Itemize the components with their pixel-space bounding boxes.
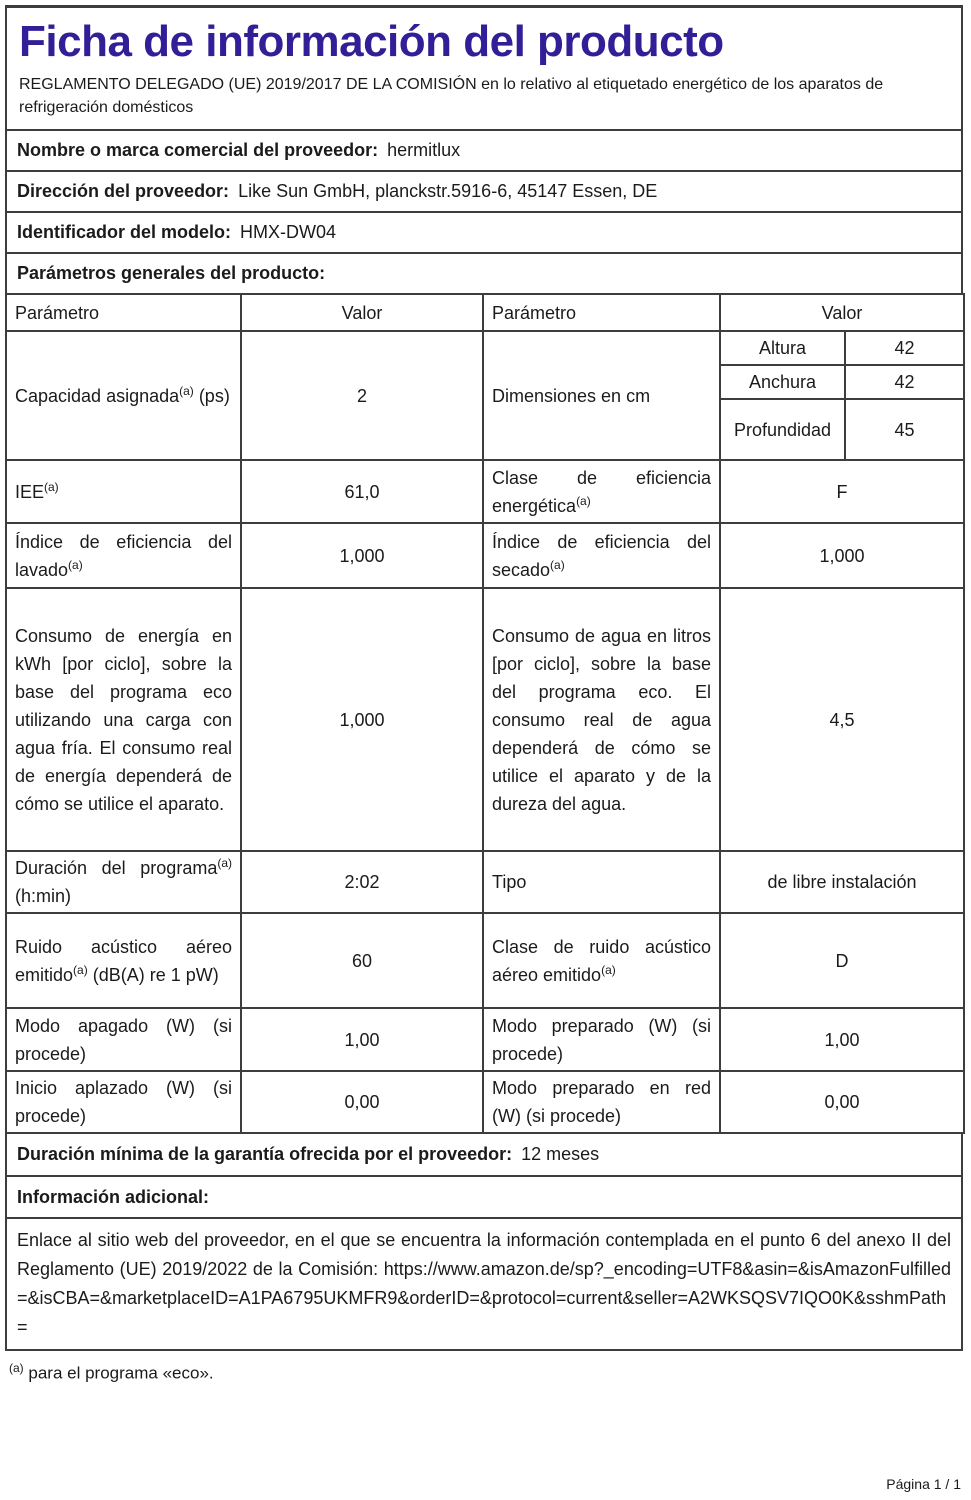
warranty-value: 12 meses: [521, 1144, 600, 1165]
value-eei: 61,0: [241, 460, 483, 523]
footnote-marker: (a): [73, 962, 88, 977]
dimension-width-value: 42: [845, 365, 964, 399]
supplier-link-row: [5, 1217, 963, 1351]
additional-info-label: Información adicional:: [17, 1186, 210, 1207]
param-off-mode: Modo apagado (W) (si procede): [6, 1008, 241, 1071]
table-row-eei: [6, 460, 964, 523]
param-standby-mode: Modo preparado (W) (si procede): [483, 1008, 720, 1071]
param-energy-consumption: Consumo de energía en kWh [por ciclo], sobre la base del programa eco utilizando una carga con agua fría. El consumo real de energía dependerá de cómo se utilice el aparato.: [6, 588, 241, 851]
value-noise-emission: 60: [241, 913, 483, 1008]
model-identifier-row: [5, 211, 963, 254]
param-programme-duration: Duración del programa$^{(a)}$ (h:min): [6, 851, 241, 913]
dimension-height-label: Altura: [720, 331, 845, 365]
table-header-row: [6, 294, 964, 331]
table-row-delay-network: [6, 1071, 964, 1133]
supplier-name-label: Nombre o marca comercial del proveedor:: [17, 140, 379, 161]
title-section: [5, 5, 963, 131]
dimension-height-value: 42: [845, 331, 964, 365]
footnote-marker: (a): [44, 479, 59, 494]
supplier-address-label: Dirección del proveedor:: [17, 181, 230, 202]
param-drying-index: Índice de eficiencia del secado$^{(a)}$: [483, 523, 720, 588]
dimension-depth-value: 45: [845, 399, 964, 460]
value-off-mode: 1,00: [241, 1008, 483, 1071]
param-networked-standby: Modo preparado en red (W) (si procede): [483, 1071, 720, 1133]
supplier-name-value: hermitlux: [387, 140, 461, 161]
supplier-link-intro: Enlace al sitio web del proveedor, en el que se encuentra la información contemplada en el punto 6 del anexo II del Reglamento (UE) 2019/2022 de la Comisión:: [17, 1230, 951, 1280]
parameters-table: [5, 293, 965, 1134]
column-header-value-2: Valor: [720, 294, 964, 331]
supplier-name-row: [5, 129, 963, 172]
footnote-marker: (a): [68, 557, 83, 572]
value-washing-index: 1,000: [241, 523, 483, 588]
document-body: [5, 5, 963, 1384]
warranty-label: Duración mínima de la garantía ofrecida por el proveedor:: [17, 1144, 513, 1165]
param-delayed-start: Inicio aplazado (W) (si procede): [6, 1071, 241, 1133]
page-number: Página 1 / 1: [886, 1476, 961, 1492]
footnote-marker: (a): [9, 1361, 24, 1376]
value-drying-index: 1,000: [720, 523, 964, 588]
general-parameters-header-row: [5, 252, 963, 295]
page-title: Ficha de información del producto: [19, 17, 724, 66]
column-header-value-1: Valor: [241, 294, 483, 331]
param-dimensions: Dimensiones en cm: [483, 331, 720, 460]
value-energy-consumption: 1,000: [241, 588, 483, 851]
supplier-address-row: [5, 170, 963, 213]
table-row-noise: [6, 913, 964, 1008]
footnote-marker: (a): [217, 856, 232, 871]
param-rated-capacity: Capacidad asignada$^{(a)}$ (ps): [6, 331, 241, 460]
param-eei: IEE$^{(a)}$: [6, 460, 241, 523]
param-noise-class: Clase de ruido acústico aéreo emitido$^{(a)}$: [483, 913, 720, 1008]
value-networked-standby: 0,00: [720, 1071, 964, 1133]
param-washing-index: Índice de eficiencia del lavado$^{(a)}$: [6, 523, 241, 588]
footnote-marker: (a): [179, 383, 194, 398]
param-type: Tipo: [483, 851, 720, 913]
model-identifier-label: Identificador del modelo:: [17, 222, 232, 243]
footnote-marker: (a): [550, 557, 565, 572]
column-header-parameter-1: Parámetro: [6, 294, 241, 331]
table-row-consumption: [6, 588, 964, 851]
supplier-address-value: Like Sun GmbH, planckstr.5916-6, 45147 Essen, DE: [238, 181, 658, 202]
param-water-consumption: Consumo de agua en litros [por ciclo], sobre la base del programa eco. El consumo real de agua dependerá de cómo se utilice el aparato y de la dureza del agua.: [483, 588, 720, 851]
table-row-off-standby: [6, 1008, 964, 1071]
value-standby-mode: 1,00: [720, 1008, 964, 1071]
footnote-marker: (a): [601, 962, 616, 977]
value-water-consumption: 4,5: [720, 588, 964, 851]
footnote-eco-programme: $^{(a)}$ para el programa «eco».: [9, 1361, 214, 1384]
table-row-efficiency-indexes: [6, 523, 964, 588]
param-noise-emission: Ruido acústico aéreo emitido$^{(a)}$ (dB(A) re 1 pW): [6, 913, 241, 1008]
column-header-parameter-2: Parámetro: [483, 294, 720, 331]
value-programme-duration: 2:02: [241, 851, 483, 913]
general-parameters-label: Parámetros generales del producto:: [17, 263, 326, 284]
table-row-duration-type: [6, 851, 964, 913]
value-rated-capacity: 2: [241, 331, 483, 460]
warranty-row: [5, 1132, 963, 1177]
value-type: de libre instalación: [720, 851, 964, 913]
model-identifier-value: HMX-DW04: [240, 222, 337, 243]
supplier-website-url: https://www.amazon.de/sp?_encoding=UTF8&asin=&isAmazonFulfilled=&isCBA=&marketplaceID=A1PA6795UKMFR9&orderID=&protocol=current&seller=A2WKSQSV7IQO0K&sshmPath=: [17, 1259, 951, 1338]
value-delayed-start: 0,00: [241, 1071, 483, 1133]
value-noise-class: D: [720, 913, 964, 1008]
footnote-marker: (a): [576, 493, 591, 508]
param-energy-class: Clase de eficiencia energética$^{(a)}$: [483, 460, 720, 523]
additional-info-header-row: [5, 1175, 963, 1219]
value-energy-class: F: [720, 460, 964, 523]
dimension-width-label: Anchura: [720, 365, 845, 399]
table-row-capacity: [6, 331, 964, 365]
page-subtitle: REGLAMENTO DELEGADO (UE) 2019/2017 DE LA COMISIÓN en lo relativo al etiquetado energético de los aparatos de refrigeración domésticos: [19, 76, 884, 117]
dimension-depth-label: Profundidad: [720, 399, 845, 460]
